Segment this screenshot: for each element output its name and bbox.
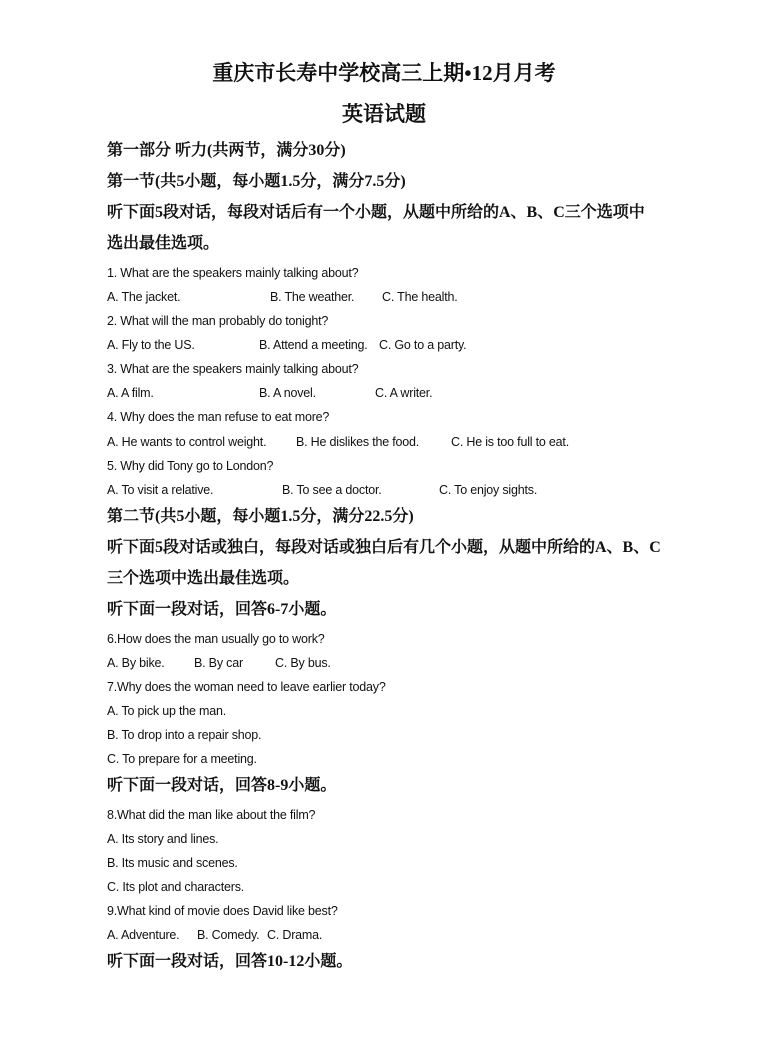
- question-stem: 8.What did the man like about the film?: [107, 808, 316, 822]
- option-a: A. To visit a relative.: [107, 483, 214, 497]
- option-c: C. Go to a party.: [379, 338, 467, 352]
- option-c: C. Drama.: [267, 928, 323, 942]
- option-b: B. A novel.: [259, 386, 316, 400]
- option-b: B. The weather.: [270, 290, 355, 304]
- option-c: C. By bus.: [275, 656, 331, 670]
- option-b: B. He dislikes the food.: [296, 435, 420, 449]
- option-c: C. A writer.: [375, 386, 433, 400]
- option-a: A. Fly to the US.: [107, 338, 195, 352]
- group-heading: 听下面一段对话，回答8-9小题。: [107, 777, 337, 794]
- question-stem: 3. What are the speakers mainly talking about?: [107, 362, 359, 376]
- section2-heading: 第二节(共5小题，每小题1.5分，满分22.5分): [107, 508, 414, 525]
- section2-instruction: 听下面5段对话或独白，每段对话或独白后有几个小题，从题中所给的A、B、C: [107, 539, 661, 556]
- option-b: B. Attend a meeting.: [259, 338, 368, 352]
- page-title: 重庆市长寿中学校高三上期•12月月考: [212, 61, 556, 85]
- option-c: C. To prepare for a meeting.: [107, 752, 257, 766]
- question-stem: 1. What are the speakers mainly talking about?: [107, 266, 359, 280]
- section2-instruction-cont: 三个选项中选出最佳选项。: [107, 570, 300, 587]
- option-a: A. Its story and lines.: [107, 832, 219, 846]
- section1-heading: 第一节(共5小题，每小题1.5分，满分7.5分): [107, 173, 406, 190]
- option-c: C. To enjoy sights.: [439, 483, 538, 497]
- group-heading: 听下面一段对话，回答6-7小题。: [107, 601, 337, 618]
- page-subtitle: 英语试题: [342, 102, 426, 126]
- option-b: B. To drop into a repair shop.: [107, 728, 262, 742]
- group-heading: 听下面一段对话，回答10-12小题。: [107, 953, 353, 970]
- option-b: B. Its music and scenes.: [107, 856, 238, 870]
- option-a: A. Adventure.: [107, 928, 180, 942]
- option-a: A. To pick up the man.: [107, 704, 227, 718]
- part-heading: 第一部分 听力(共两节，满分30分): [107, 142, 346, 159]
- section1-instruction-cont: 选出最佳选项。: [107, 235, 220, 252]
- question-stem: 5. Why did Tony go to London?: [107, 459, 274, 473]
- option-a: A. He wants to control weight.: [107, 435, 267, 449]
- option-b: B. By car: [194, 656, 243, 670]
- option-c: C. The health.: [382, 290, 458, 304]
- option-c: C. Its plot and characters.: [107, 880, 245, 894]
- question-stem: 2. What will the man probably do tonight?: [107, 314, 329, 328]
- option-c: C. He is too full to eat.: [451, 435, 569, 449]
- option-a: A. A film.: [107, 386, 154, 400]
- section1-instruction: 听下面5段对话，每段对话后有一个小题，从题中所给的A、B、C三个选项中: [107, 204, 645, 221]
- question-stem: 6.How does the man usually go to work?: [107, 632, 325, 646]
- option-b: B. Comedy.: [197, 928, 260, 942]
- question-stem: 9.What kind of movie does David like best?: [107, 904, 338, 918]
- option-a: A. The jacket.: [107, 290, 181, 304]
- option-b: B. To see a doctor.: [282, 483, 382, 497]
- question-stem: 4. Why does the man refuse to eat more?: [107, 410, 330, 424]
- question-stem: 7.Why does the woman need to leave earlier today?: [107, 680, 386, 694]
- option-a: A. By bike.: [107, 656, 165, 670]
